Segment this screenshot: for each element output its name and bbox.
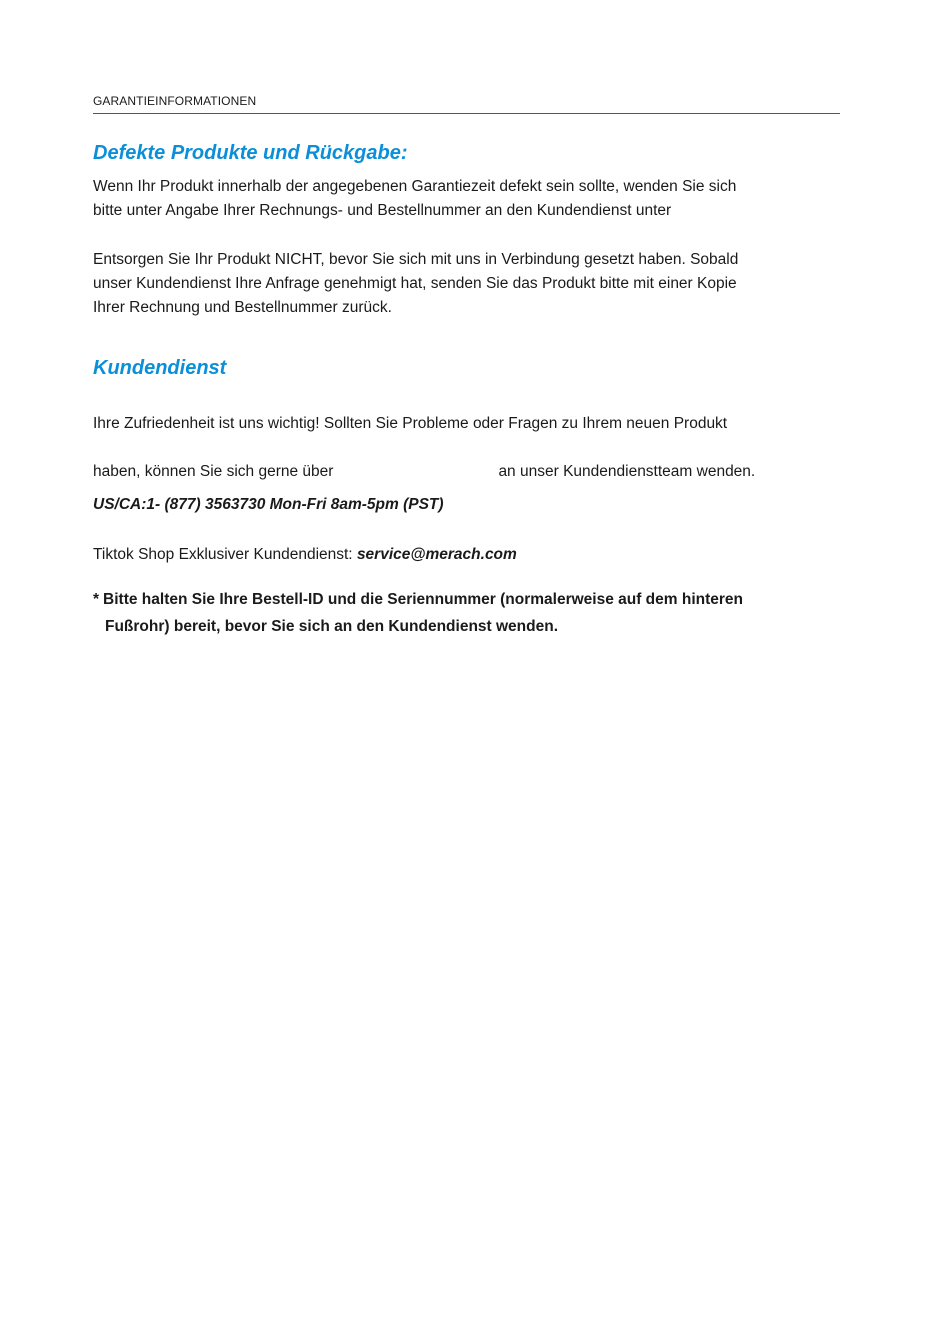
defects-paragraph-1: Wenn Ihr Produkt innerhalb der angegebenen Garantiezeit defekt sein sollte, wenden Sie sich bitte unter Angabe Ihrer Rechnungs- und Bestellnummer an den Kundendienst unter <box>93 178 737 219</box>
tiktok-email: service@merach.com <box>356 546 517 563</box>
service-tiktok <box>93 519 853 567</box>
defects-section-title: Defekte Produkte und Rückgabe: <box>93 142 408 164</box>
note-line-1: Bitte halten Sie Ihre Bestell-ID und die Seriennummer (normalerweise auf dem hinteren <box>103 591 744 608</box>
service-line-2-start: haben, können Sie sich gerne über <box>93 463 334 480</box>
page-content <box>93 140 853 640</box>
service-phone: US/CA:1- (877) 3563730 Mon-Fri 8am-5pm (PST) <box>93 496 444 513</box>
tiktok-label: Tiktok Shop Exklusiver Kundendienst: <box>93 546 357 563</box>
header-divider <box>93 113 840 114</box>
service-line-2-end: an unser Kundendienstteam wenden. <box>498 463 756 480</box>
page-header-label: GARANTIEINFORMATIONEN <box>93 94 257 108</box>
service-line-1: Ihre Zufriedenheit ist uns wichtig! Sollten Sie Probleme oder Fragen zu Ihrem neuen Produkt <box>93 415 728 432</box>
note-line-2: Fußrohr) bereit, bevor Sie sich an den Kundendienst wenden. <box>105 618 559 635</box>
order-id-note <box>93 586 853 640</box>
note-asterisk: * <box>93 591 100 608</box>
service-paragraph <box>93 388 853 484</box>
service-section-title: Kundendienst <box>93 357 227 379</box>
defects-paragraph-2: Entsorgen Sie Ihr Produkt NICHT, bevor Sie sich mit uns in Verbindung gesetzt haben. Sobald unser Kundendienst Ihre Anfrage genehmigt hat, senden Sie das Produkt bitte mit einer Kopie Ihrer Rechnung und Bestellnummer zurück. <box>93 251 739 316</box>
